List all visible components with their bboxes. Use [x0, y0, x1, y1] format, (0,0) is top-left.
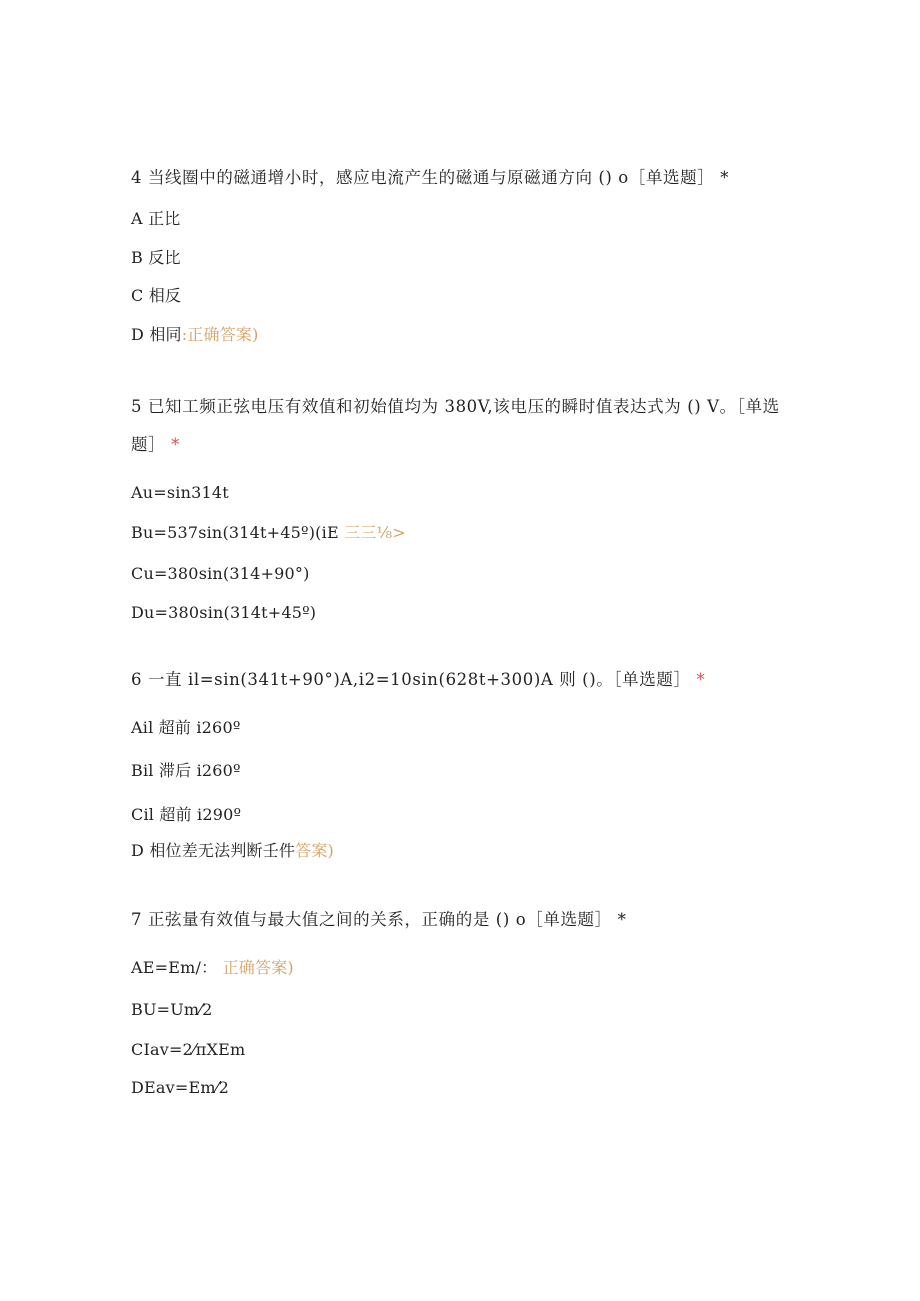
question-5-option-d[interactable] [131, 603, 316, 623]
question-5-title-line-2 [131, 435, 180, 455]
question-4-option-c[interactable] [131, 286, 181, 306]
question-6-option-c[interactable] [131, 805, 241, 825]
question-4-title [131, 168, 729, 188]
option-text: A 正比 [131, 209, 181, 228]
question-4-option-a[interactable] [131, 209, 180, 229]
question-5-option-c[interactable] [131, 564, 310, 584]
option-text: Au=sin314t [131, 483, 229, 502]
correct-answer-tag: 三三⅛> [344, 523, 406, 542]
option-text: Bil 滞后 i260º [131, 761, 241, 780]
question-7-title-text: 7 正弦量有效值与最大值之间的关系，正确的是 () o［单选题］ [131, 910, 612, 929]
correct-answer-tag: 正确答案) [222, 958, 294, 977]
option-text: BU=Um⁄2 [131, 1000, 213, 1019]
correct-answer-tag: 答案) [295, 841, 334, 860]
option-text: D 相位差无法判断壬件 [131, 841, 296, 860]
required-mark: * [720, 168, 730, 187]
option-text: DEav=Em⁄2 [131, 1078, 229, 1097]
correct-answer-tag: :正确答案) [181, 325, 259, 344]
option-text: Ail 超前 i260º [131, 718, 241, 737]
question-7-title [131, 910, 626, 930]
required-mark: * [696, 670, 706, 689]
option-text: CIav=2⁄πXEm [131, 1040, 246, 1059]
question-4-title-text: 4 当线圈中的磁通增小时，感应电流产生的磁通与原磁通方向 () o［单选题］ [131, 168, 715, 187]
required-mark: * [171, 435, 180, 454]
question-6-option-d[interactable] [131, 841, 334, 861]
option-text: AE=Em/： [131, 958, 218, 977]
question-7-option-d[interactable] [131, 1078, 229, 1098]
question-6-title [131, 670, 705, 690]
question-6-title-text: 6 一直 il=sin(341t+90°)A,i2=10sin(628t+300)A 则 ()。［单选题］ [131, 670, 691, 689]
question-7-option-b[interactable] [131, 1000, 213, 1020]
question-5-option-a[interactable] [131, 483, 229, 503]
option-text: D 相同 [131, 325, 182, 344]
required-mark: * [617, 910, 627, 929]
question-5-option-b[interactable] [131, 523, 406, 543]
question-7-option-c[interactable] [131, 1040, 245, 1060]
question-5-title-line-1 [131, 397, 780, 417]
question-7-option-a[interactable] [131, 958, 294, 978]
option-text: Bu=537sin(314t+45º)(iE [131, 523, 339, 542]
option-text: B 反比 [131, 248, 181, 267]
option-text: Cu=380sin(314+90°) [131, 564, 310, 583]
option-text: C 相反 [131, 286, 182, 305]
question-4-option-b[interactable] [131, 248, 181, 268]
question-5-title-text: 题］ [131, 435, 166, 454]
question-4-option-d[interactable] [131, 325, 259, 345]
question-6-option-b[interactable] [131, 761, 241, 781]
question-5-title-text: 5 已知工频正弦电压有效值和初始值均为 380V,该电压的瞬时值表达式为 () V。［单选 [131, 397, 780, 416]
option-text: Du=380sin(314t+45º) [131, 603, 317, 622]
question-6-option-a[interactable] [131, 718, 241, 738]
option-text: Cil 超前 i290º [131, 805, 242, 824]
